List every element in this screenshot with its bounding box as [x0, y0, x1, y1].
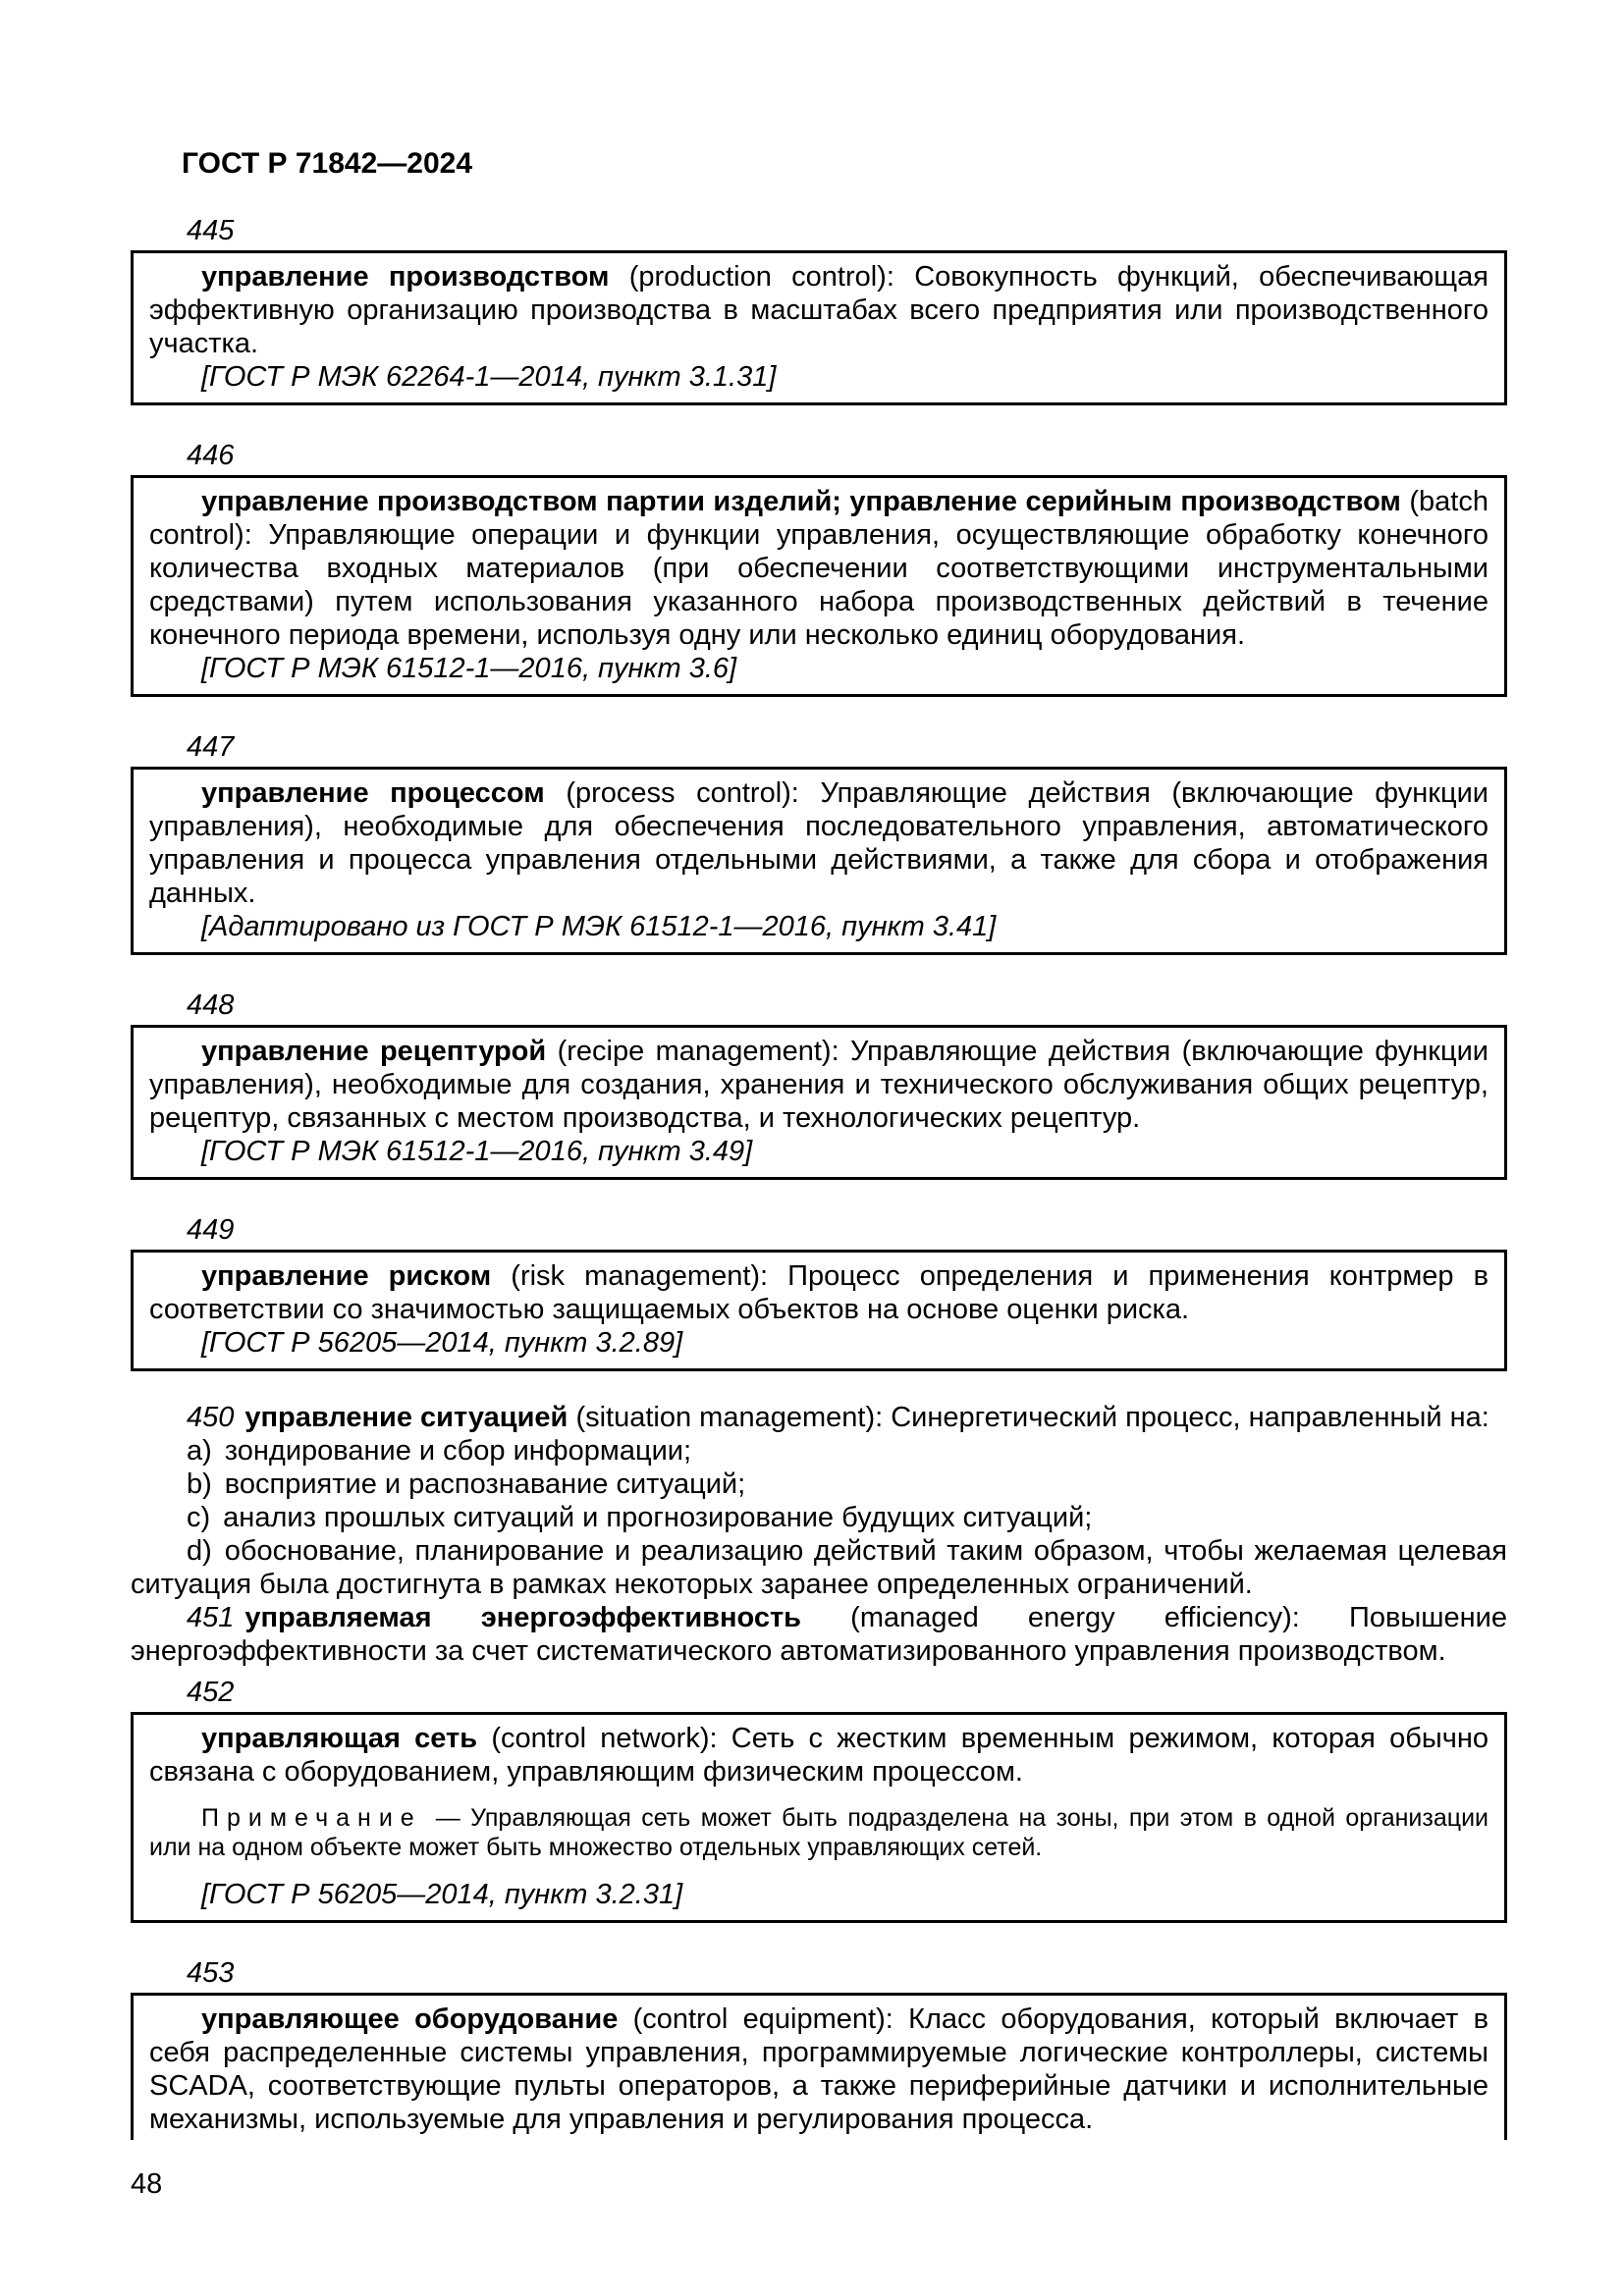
entry-447-en: (process control): — [544, 777, 821, 809]
entry-450-definition: Синергетический процесс, направленный на: — [891, 1402, 1489, 1433]
entry-451-term: управляемая энергоэффективность — [244, 1602, 801, 1633]
entry-450-en: (situation management): — [568, 1402, 892, 1433]
entry-447-definition: Управляющие действия (включающие функции управления), необходимые для обеспечения последовательного управления, автоматического управления и процесса управления отдельными действиями, а также для сбора и отображения данных. — [149, 777, 1489, 909]
entry-453-definition: Класс оборудования, который включает в себя распределенные системы управления, программируемые логические контроллеры, системы SCADA, соответствующие пульты операторов, а также периферийные датчики и исполнительные механизмы, используемые для управления и регулирования процесса. — [149, 2003, 1489, 2135]
entry-445-en: (production control): — [609, 261, 915, 293]
entry-450-item-a-text: зондирование и сбор информации; — [224, 1435, 692, 1467]
entry-450-item-d-label: d) — [187, 1535, 212, 1567]
entry-448-body — [149, 1035, 1489, 1135]
entry-445-body — [149, 260, 1489, 360]
entry-450-item-b-label: b) — [187, 1468, 212, 1500]
entry-450-number: 450 — [187, 1402, 235, 1433]
entry-449-definition: Процесс определения и применения контрмер в соответствии со значимостью защищаемых объектов на основе оценки риска. — [149, 1260, 1489, 1325]
entry-452-note-text: — Управляющая сеть может быть подразделена на зоны, при этом в одной организации или на одном объекте может быть множество отдельных управляющих сетей. — [149, 1804, 1489, 1861]
entry-451-number: 451 — [187, 1602, 235, 1633]
entry-452-citation: [ГОСТ Р 56205—2014, пункт 3.2.31] — [201, 1879, 683, 1910]
entry-number-453: 453 — [187, 1957, 235, 1989]
entry-453-body — [149, 2002, 1489, 2136]
entry-451-en: (managed energy efficiency): — [801, 1602, 1350, 1633]
entry-446-term: управление производством партии изделий; управление серийным производством — [201, 486, 1401, 517]
entry-450-item-a-label: a) — [187, 1435, 212, 1467]
entry-449-body — [149, 1259, 1489, 1326]
entry-450-item-d-text: обоснование, планирование и реализацию действий таким образом, чтобы желаемая целевая ситуация была достигнута в рамках некоторых заранее определенных ограничений. — [131, 1535, 1507, 1600]
entry-number-447: 447 — [187, 731, 235, 763]
entry-450-item-b-text: восприятие и распознавание ситуаций; — [224, 1468, 746, 1500]
term-box-445 — [131, 250, 1507, 405]
entry-452-definition: Сеть с жестким временным режимом, которая обычно связана с оборудованием, управляющим физическим процессом. — [149, 1723, 1489, 1788]
term-box-447 — [131, 767, 1507, 955]
entry-450-item-d — [131, 1534, 1507, 1601]
entry-number-452: 452 — [187, 1677, 235, 1708]
term-box-453 — [131, 1993, 1507, 2140]
entry-445-definition: Совокупность функций, обеспечивающая эффективную организацию производства в масштабах всего предприятия или производственного участка. — [149, 261, 1489, 359]
entry-446-body — [149, 485, 1489, 652]
entry-449-en: (risk management): — [491, 1260, 788, 1292]
entry-number-448: 448 — [187, 989, 235, 1021]
entry-447-term: управление процессом — [201, 777, 545, 809]
entry-446-definition: Управляющие операции и функции управления, осуществляющие обработку конечного количества входных материалов (при обеспечении соответствующими инструментальными средствами) путем использования указанного набора производственных действий в течение конечного периода времени, используя одну или несколько единиц оборудования. — [149, 519, 1489, 651]
entry-450-item-b — [131, 1468, 1507, 1501]
entry-451-body — [131, 1601, 1507, 1668]
entry-452-note-label: Примечание — [201, 1804, 422, 1832]
entry-450-body — [131, 1401, 1507, 1434]
entry-449-citation: [ГОСТ Р 56205—2014, пункт 3.2.89] — [201, 1327, 683, 1359]
entry-452-term: управляющая сеть — [201, 1723, 478, 1754]
entry-452-body — [149, 1722, 1489, 1789]
entry-448-en: (recipe management): — [546, 1036, 851, 1067]
entry-447-body — [149, 776, 1489, 910]
entry-447-citation: [Адаптировано из ГОСТ Р МЭК 61512-1—2016, пункт 3.41] — [201, 911, 997, 942]
doc-header: ГОСТ Р 71842—2024 — [182, 147, 473, 180]
entry-452-note — [149, 1803, 1489, 1862]
entry-445-term: управление производством — [201, 261, 610, 293]
entry-number-445: 445 — [187, 215, 235, 246]
entry-450-item-a — [131, 1434, 1507, 1468]
page-number: 48 — [131, 2168, 163, 2200]
entry-448-term: управление рецептурой — [201, 1036, 547, 1067]
entry-448-definition: Управляющие действия (включающие функции управления), необходимые для создания, хранения и технического обслуживания общих рецептур, рецептур, связанных с местом производства, и технологических рецептур. — [149, 1036, 1489, 1134]
term-box-449 — [131, 1250, 1507, 1371]
entry-445-citation: [ГОСТ Р МЭК 62264-1—2014, пункт 3.1.31] — [201, 361, 777, 393]
entry-451-definition: Повышение энергоэффективности за счет систематического автоматизированного управления производством. — [131, 1602, 1507, 1667]
entry-449-term: управление риском — [201, 1260, 492, 1292]
entry-450-term: управление ситуацией — [244, 1402, 568, 1433]
entry-453-term: управляющее оборудование — [201, 2003, 619, 2035]
entry-452-en: (control network): — [477, 1723, 731, 1754]
term-box-452 — [131, 1712, 1507, 1923]
entry-450-item-c-label: c) — [187, 1502, 211, 1533]
entry-number-446: 446 — [187, 440, 235, 471]
entry-453-en: (control equipment): — [618, 2003, 909, 2035]
term-box-448 — [131, 1025, 1507, 1180]
entry-number-449: 449 — [187, 1214, 235, 1246]
term-box-446 — [131, 475, 1507, 697]
entry-446-en: (batch control): — [149, 486, 1489, 551]
entry-446-citation: [ГОСТ Р МЭК 61512-1—2016, пункт 3.6] — [201, 653, 737, 684]
entry-450-item-c — [131, 1501, 1507, 1534]
entry-450-item-c-text: анализ прошлых ситуаций и прогнозирование будущих ситуаций; — [223, 1502, 1093, 1533]
entry-448-citation: [ГОСТ Р МЭК 61512-1—2016, пункт 3.49] — [201, 1136, 753, 1167]
